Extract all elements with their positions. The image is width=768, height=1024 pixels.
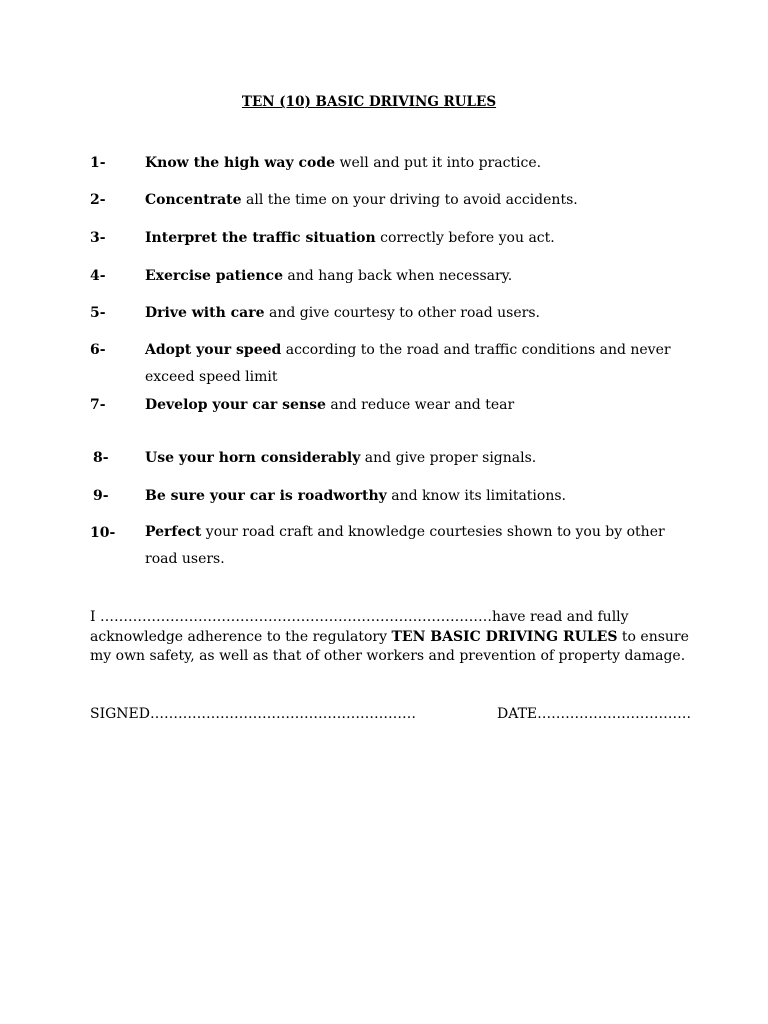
rule-number: 9- — [93, 488, 109, 504]
rule-rest: all the time on your driving to avoid accidents. — [241, 192, 578, 208]
rule-text — [145, 267, 685, 285]
rule-lead: Know the high way code — [145, 155, 336, 171]
rule-text — [145, 304, 685, 322]
rule-lead: Exercise patience — [145, 268, 283, 284]
rule-number: 6- — [90, 342, 106, 358]
rule-text — [145, 487, 685, 505]
rule-lead: Use your horn considerably — [145, 450, 361, 466]
rule-text — [145, 229, 685, 247]
rule-rest: your road craft and knowledge courtesies shown to you by other road users. — [145, 524, 665, 567]
rule-rest: and give courtesy to other road users. — [264, 305, 540, 321]
rule-text — [145, 154, 685, 172]
rule-rest: and give proper signals. — [360, 450, 537, 466]
rule-text — [145, 396, 685, 414]
rule-text — [145, 519, 665, 573]
rule-text — [145, 191, 685, 209]
rule-text — [145, 337, 675, 391]
rule-number: 7- — [90, 397, 106, 413]
acknowledgement-text-start: I …………………………………………………………………………have read and fully acknowledge adherence to the regulatory — [90, 609, 629, 645]
rule-rest: correctly before you act. — [375, 230, 555, 246]
rule-lead: Concentrate — [145, 192, 242, 208]
rule-text — [145, 449, 685, 467]
rule-rest: and reduce wear and tear — [325, 397, 515, 413]
rule-number: 10- — [90, 525, 116, 541]
rule-rest: and know its limitations. — [386, 488, 566, 504]
rule-number: 2- — [90, 192, 106, 208]
rule-lead: Interpret the traffic situation — [145, 230, 376, 246]
date-line: DATE…………………………… — [497, 706, 692, 722]
rule-number: 3- — [90, 230, 106, 246]
acknowledgement-paragraph — [90, 608, 690, 667]
document-title: TEN (10) BASIC DRIVING RULES — [241, 94, 497, 110]
rule-rest: according to the road and traffic conditions and never exceed speed limit — [145, 342, 671, 385]
acknowledgement-rules-name: TEN BASIC DRIVING RULES — [391, 628, 618, 645]
signed-line: SIGNED………………………………………………… — [90, 706, 416, 722]
rule-lead: Be sure your car is roadworthy — [145, 488, 387, 504]
acknowledgement-text-end: to ensure my own safety, as well as that of other workers and prevention of property damage. — [90, 628, 689, 664]
rule-lead: Perfect — [145, 524, 202, 540]
rule-lead: Develop your car sense — [145, 397, 326, 413]
rule-lead: Adopt your speed — [145, 342, 282, 358]
rule-number: 5- — [90, 305, 106, 321]
rule-rest: and hang back when necessary. — [282, 268, 513, 284]
rule-number: 1- — [90, 155, 106, 171]
rule-number: 4- — [90, 268, 106, 284]
rule-rest: well and put it into practice. — [335, 155, 542, 171]
rule-number: 8- — [93, 450, 109, 466]
rule-lead: Drive with care — [145, 305, 265, 321]
